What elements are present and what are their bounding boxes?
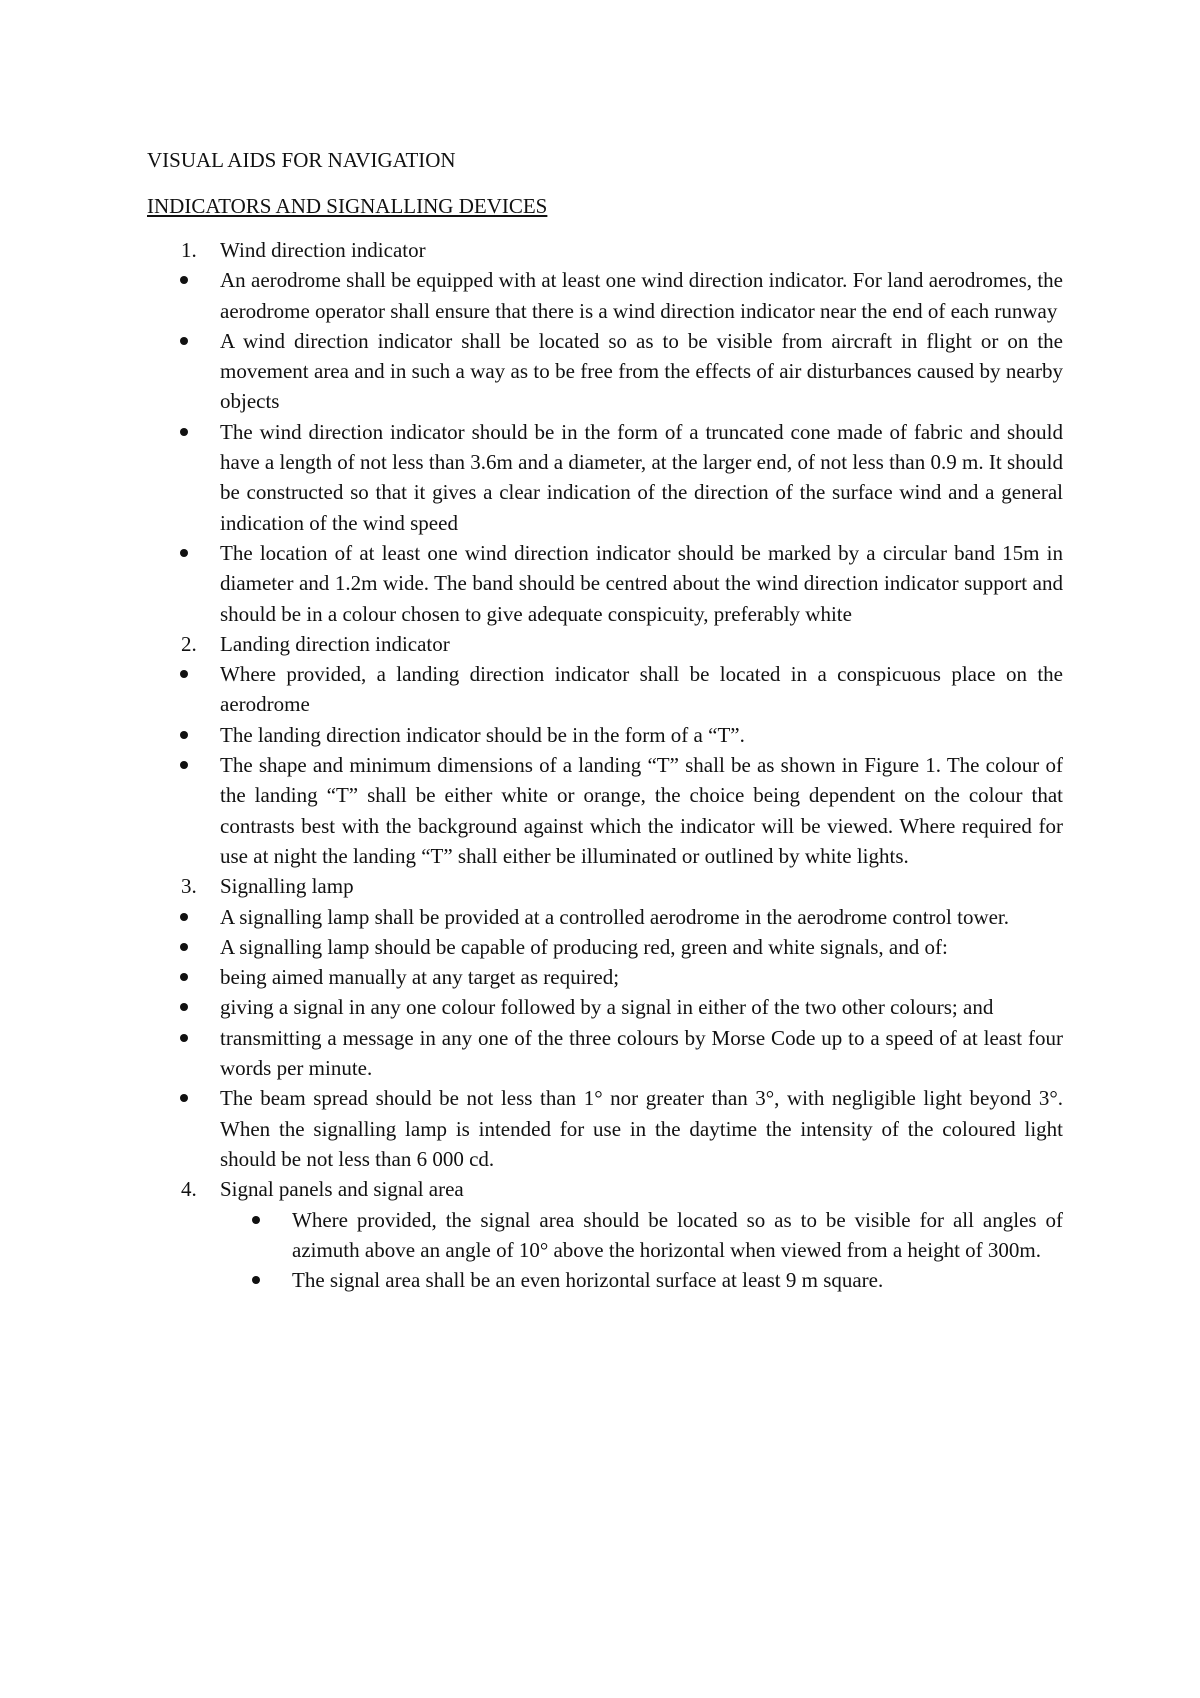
item-text: Wind direction indicator — [220, 238, 426, 262]
item-text: A signalling lamp should be capable of producing red, green and white signals, and of: — [220, 934, 948, 959]
item-text: The beam spread should be not less than 1° nor greater than 3°, with negligible light beyond 3°. When the signalling lamp is intended for use in the daytime the intensity of the coloured light should be not less than 6 000 cd. — [220, 1086, 1063, 1171]
item-text: The shape and minimum dimensions of a landing “T” shall be as shown in Figure 1. The colour of the landing “T” shall be either white or orange, the choice being dependent on the colour that contrasts best with the background against which the indicator will be viewed. Where required for use at night the landing “T” shall either be illuminated or outlined by white lights. — [220, 753, 1063, 868]
item-text: The wind direction indicator should be in the form of a truncated cone made of fabric and should have a length of not less than 3.6m and a diameter, at the larger end, of not less than 0.9 m. It should be constructed so that it gives a clear indication of the direction of the surface wind and a general indication of the wind speed — [220, 419, 1063, 535]
item-text: being aimed manually at any target as required; — [220, 965, 620, 990]
content-list — [147, 235, 1063, 1295]
item-number: 1. — [181, 238, 197, 262]
item-text: Signal panels and signal area — [220, 1177, 464, 1202]
bullet-item — [147, 932, 1063, 962]
bullet-item — [147, 962, 1063, 992]
bullet-icon — [180, 902, 253, 921]
sub-bullet-item — [147, 1265, 1063, 1295]
bullet-icon — [252, 1265, 325, 1284]
bullet-item — [147, 265, 1063, 326]
bullet-icon — [180, 720, 253, 739]
bullet-icon — [180, 326, 253, 345]
bullet-item — [147, 538, 1063, 629]
bullet-item — [147, 720, 1063, 750]
item-text: The location of at least one wind direction indicator should be marked by a circular band 15m in diameter and 1.2m wide. The band should be centred about the wind direction indicator support and should be in a colour chosen to give adequate conspicuity, preferably white — [220, 540, 1063, 626]
item-text: A wind direction indicator shall be located so as to be visible from aircraft in flight or on the movement area and in such a way as to be free from the effects of air disturbances caused by nearby objects — [220, 328, 1063, 414]
numbered-item — [147, 1174, 1063, 1204]
item-text: Where provided, a landing direction indicator shall be located in a conspicuous place on the aerodrome — [220, 662, 1063, 717]
bullet-icon — [180, 992, 253, 1011]
item-text: transmitting a message in any one of the three colours by Morse Code up to a speed of at least four words per minute. — [220, 1025, 1063, 1081]
bullet-icon — [180, 659, 253, 678]
item-text: Where provided, the signal area should be located so as to be visible for all angles of azimuth above an angle of 10° above the horizontal when viewed from a height of 300m. — [292, 1207, 1063, 1262]
item-text: Signalling lamp — [220, 874, 354, 899]
item-text: A signalling lamp shall be provided at a controlled aerodrome in the aerodrome control tower. — [220, 904, 1010, 929]
bullet-icon — [180, 932, 253, 951]
document-page — [147, 145, 1063, 1295]
bullet-icon — [180, 417, 253, 436]
item-text: The signal area shall be an even horizontal surface at least 9 m square. — [292, 1268, 884, 1293]
item-text: The landing direction indicator should be in the form of a “T”. — [220, 722, 745, 747]
bullet-icon — [180, 1083, 253, 1102]
bullet-icon — [180, 962, 253, 981]
item-number: 3. — [181, 874, 197, 899]
sub-bullet-item — [147, 1205, 1063, 1266]
numbered-item — [147, 235, 1063, 265]
section-heading: INDICATORS AND SIGNALLING DEVICES — [147, 194, 548, 218]
bullet-icon — [252, 1205, 325, 1224]
bullet-item — [147, 417, 1063, 538]
item-text: An aerodrome shall be equipped with at least one wind direction indicator. For land aerodromes, the aerodrome operator shall ensure that there is a wind direction indicator near the end of each runway — [220, 268, 1063, 323]
bullet-icon — [180, 265, 253, 284]
bullet-item — [147, 750, 1063, 871]
item-text: giving a signal in any one colour followed by a signal in either of the two other colours; and — [220, 995, 994, 1020]
bullet-icon — [180, 750, 253, 769]
bullet-icon — [180, 1023, 253, 1042]
bullet-item — [147, 1023, 1063, 1084]
document-title: VISUAL AIDS FOR NAVIGATION — [147, 148, 456, 172]
numbered-item — [147, 629, 1063, 659]
numbered-item — [147, 871, 1063, 901]
bullet-item — [147, 326, 1063, 417]
bullet-item — [147, 902, 1063, 932]
item-number: 2. — [181, 631, 197, 656]
bullet-item — [147, 659, 1063, 720]
item-text: Landing direction indicator — [220, 631, 450, 656]
bullet-icon — [180, 538, 253, 557]
item-number: 4. — [181, 1177, 197, 1202]
bullet-item — [147, 1083, 1063, 1174]
bullet-item — [147, 992, 1063, 1022]
